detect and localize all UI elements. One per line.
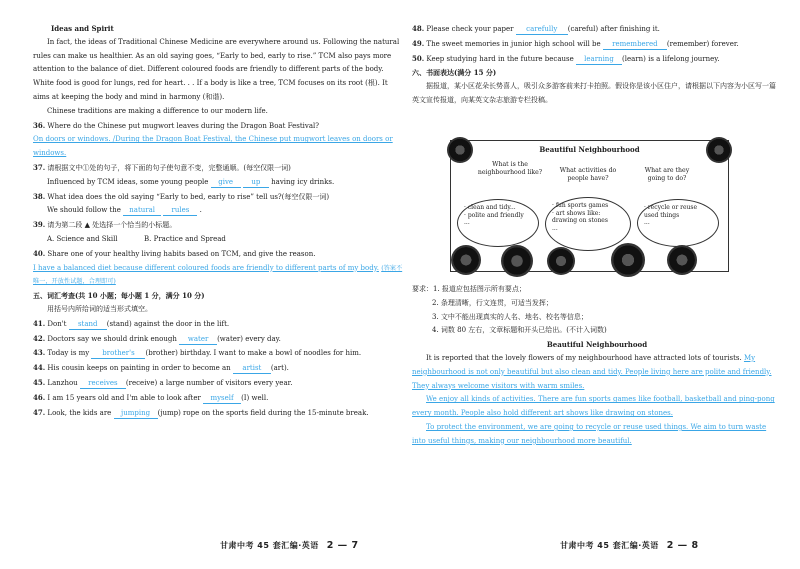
requirement-2: 2. 条理清晰，行文连贯，可适当发挥； (432, 298, 553, 307)
question-40: 40. Share one of your healthy living habits based on TCM, and give the reason. (33, 248, 316, 258)
question-45: 45. Lanzhou receives (receive) a large number of visitors every year. (33, 377, 293, 387)
flower-decoration-icon (547, 247, 575, 275)
page-number-left: 2 — 7 (326, 540, 359, 551)
question-37-line: Influenced by TCM ideas, some young people give up having icy drinks. (47, 177, 335, 186)
passage-paragraph-2: Chinese traditions are making a difference to our modern life. (47, 106, 268, 115)
figure-bubble-1: · clean and tidy... · polite and friendly ... (457, 199, 539, 247)
question-41: 41. Don't stand (stand) against the door in the lift. (33, 318, 230, 328)
question-37: 37. 请根据文中①处的句子，将下面的句子使句意不变，完整通顺。(每空仅限一词) (33, 162, 291, 172)
answer-40: I have a balanced diet because different coloured foods are friendly to different parts of my body. (答案不唯一，开放性试题，合理即可) (33, 263, 403, 286)
figure-title: Beautiful Neighbourhood (539, 145, 640, 154)
figure-bubble-3: · recycle or reuse used things ... (637, 199, 719, 247)
passage-paragraph-1: In fact, the ideas of Traditional Chinese Medicine are everywhere around us. Following the natural rules can make us healthier. As an old saying goes, “Early to bed, early to rise.” TCM also pays more attention to the balance of diet. Different coloured foods are friendly to different parts of the body. White food is good for lungs, red for heart. . . If a body is like a tree, TCM focuses on its root (根). It aims at keeping the body and mind in harmony (和谐). (33, 37, 400, 101)
option-b: B. Practice and Spread (144, 234, 226, 243)
flower-decoration-icon (451, 245, 481, 275)
essay-title: Beautiful Neighbourhood (546, 340, 648, 350)
section-6-title: 六、书面表达(满分 15 分) (412, 68, 497, 78)
question-39-options (47, 233, 403, 247)
passage-title: Ideas and Spirit (51, 24, 114, 33)
figure-question-2: What activities do people have? (559, 167, 617, 182)
question-49: 49. The sweet memories in junior high school will be remembered (remember) forever. (412, 38, 739, 48)
requirements-and-essay (412, 283, 782, 449)
answer-38-blank-2: rules (163, 205, 197, 216)
section-6-intro: 据报道，某小区花朵长势喜人，吸引众多游客前来打卡拍照。假设你是该小区住户，请根据以下内容为小区写一篇英文宣传报道，向某英文杂志旅游专栏投稿。 (412, 82, 776, 104)
footer-right: 甘肃中考 45 套汇编·英语 2 — 8 (560, 540, 699, 551)
section-5-title: 五、词汇考查(共 10 小题；每小题 1 分，满分 10 分) (33, 291, 205, 301)
section-5-instruction: 用括号内所给词的适当形式填空。 (47, 304, 152, 313)
answer-40-hint: (答案不唯一，开放性试题，合理即可) (33, 264, 403, 286)
question-39: 39. 请为第二段 ▲ 处选择一个恰当的小标题。 (33, 220, 177, 230)
flower-decoration-icon (667, 245, 697, 275)
figure-bubble-2: · fun sports games · art shows like: drawing on stones ... (545, 197, 631, 251)
answer-38-blank-1: natural (123, 205, 161, 216)
answer-37-blank-2: up (243, 177, 269, 188)
question-44: 44. His cousin keeps on painting in order to become an artist (art). (33, 363, 289, 373)
flower-decoration-icon (611, 243, 645, 277)
question-47: 47. Look, the kids are jumping (jump) rope on the sports field during the 15-minute break. (33, 407, 369, 417)
answer-36: On doors or windows. /During the Dragon Boat Festival, the Chinese put mugwort leaves on doors or windows. (33, 135, 393, 158)
essay-paragraph-2: We enjoy all kinds of activities. There are fun sports games like football, basketball and ping-pong every month. People also hold different art shows like drawing on stones. (412, 395, 775, 418)
right-column (412, 22, 782, 108)
figure-question-1: What is the neighbourhood like? (477, 161, 543, 176)
left-column (33, 22, 403, 420)
answer-37-blank-1: give (211, 177, 241, 188)
figure-question-3: What are they going to do? (644, 167, 690, 182)
requirement-3: 3. 文中不能出现真实的人名、地名、校名等信息； (432, 312, 588, 321)
flower-decoration-icon (501, 245, 533, 277)
requirement-1: 要求：1. 报道应包括图示所有要点； (412, 285, 526, 293)
question-42: 42. Doctors say we should drink enough water (water) every day. (33, 333, 281, 343)
question-46: 46. I am 15 years old and I'm able to look after myself (I) well. (33, 392, 269, 402)
question-43: 43. Today is my brother's (brother) birthday. I want to make a bowl of noodles for him. (33, 348, 362, 358)
footer-left: 甘肃中考 45 套汇编·英语 2 — 7 (220, 540, 359, 551)
question-38-line: We should follow the natural rules . (47, 206, 202, 215)
essay-paragraph-1: It is reported that the lovely flowers of my neighbourhood have attracted lots of tourists. My neighbourhood is not only beautiful but also clean and tidy. People living here are polite and friendly. They always welcome visitors with warm smiles. (412, 353, 772, 390)
triangle-marker-icon: ▲ (84, 221, 91, 230)
page-number-right: 2 — 8 (666, 540, 699, 551)
question-38: 38. What idea does the old saying “Early to bed, early to rise” tell us?(每空仅限一词) (33, 191, 330, 201)
question-36: 36. Where do the Chinese put mugwort leaves during the Dragon Boat Festival? (33, 120, 320, 130)
essay-paragraph-3: To protect the environment, we are going to recycle or reuse used things. We aim to turn waste into useful things, making our neighbourhood more beautiful. (412, 422, 767, 445)
requirement-4: 4. 词数 80 左右，文章标题和开头已给出。(不计入词数) (432, 326, 607, 335)
question-50: 50. Keep studying hard in the future because learning (learn) is a lifelong journey. (412, 53, 720, 63)
question-48: 48. Please check your paper carefully (careful) after finishing it. (412, 24, 660, 33)
mind-map-figure (450, 140, 729, 272)
option-a: A. Science and Skill (47, 234, 118, 243)
